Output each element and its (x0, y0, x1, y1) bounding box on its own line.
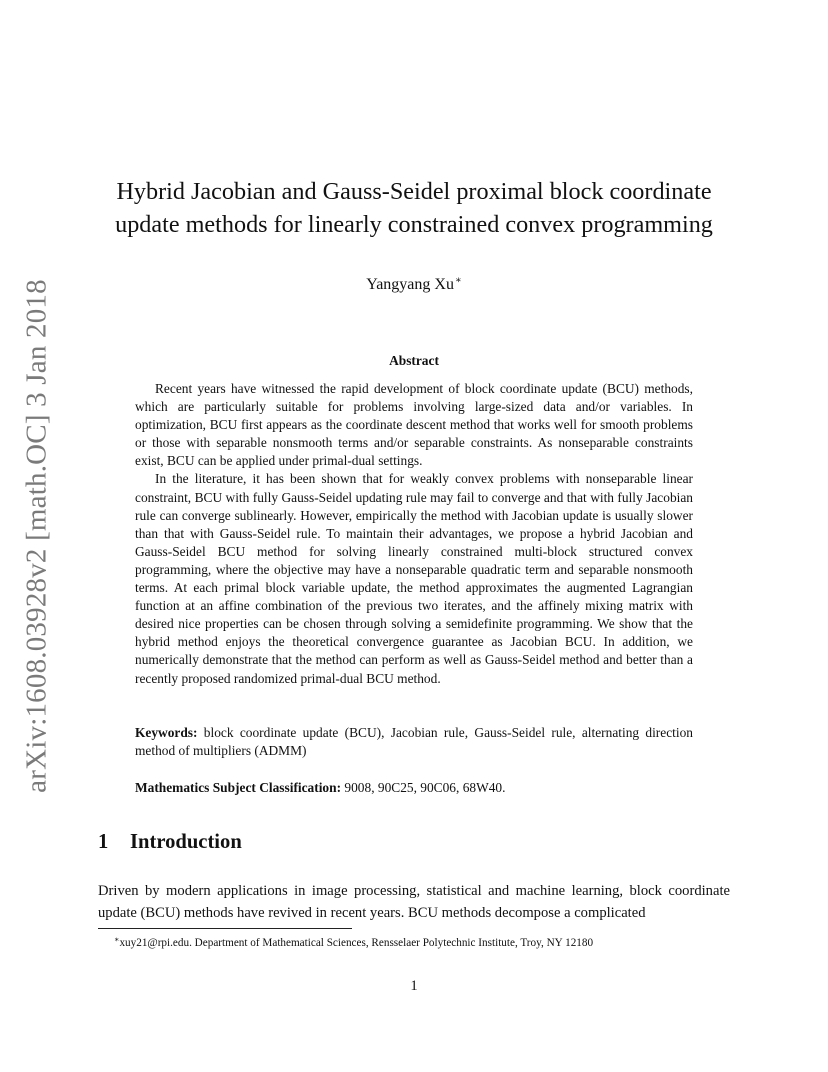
abstract-body (135, 380, 693, 688)
abstract-paragraph-2: In the literature, it has been shown that for weakly convex problems with nonseparable linear constraint, BCU with fully Gauss-Seidel updating rule may fail to converge and that with fully Jacobian rule can converge sublinearly. However, empirically the method with Jacobian update is usually slower than that with Gauss-Seidel rule. To maintain their advantages, we propose a hybrid Jacobian and Gauss-Seidel BCU method for solving linearly constrained multi-block structured convex programming, where the objective may have a nonseparable quadratic term and separable nonsmooth terms. At each primal block variable update, the method approximates the augmented Lagrangian function at an affine combination of the previous two iterates, and the affinely mixing matrix with desired nice properties can be chosen through solving a semidefinite programming. We show that the hybrid method enjoys the theoretical convergence guarantee as Jacobian BCU. In addition, we numerically demonstrate that the method can perform as well as Gauss-Seidel method and better than a recently proposed randomized primal-dual BCU method. (135, 471, 693, 686)
introduction-paragraph: Driven by modern applications in image processing, statistical and machine learning, block coordinate update (BCU) methods have revived in recent years. BCU methods decompose a complicated (98, 883, 730, 921)
msc-block (135, 779, 693, 797)
paper-title-line-2: update methods for linearly constrained convex programming (115, 211, 713, 238)
keywords-text: block coordinate update (BCU), Jacobian rule, Gauss-Seidel rule, alternating direction method of multipliers (ADMM) (135, 725, 693, 759)
section-number: 1 (98, 831, 109, 853)
abstract-heading: Abstract (389, 353, 439, 368)
paper-title (0, 175, 828, 241)
msc-text: 9008, 90C25, 90C06, 68W40. (344, 780, 506, 795)
page-number: 1 (410, 978, 418, 994)
footnote-divider (98, 928, 352, 929)
footnote-mark: ∗ (114, 935, 120, 944)
author-name: Yangyang Xu (366, 276, 454, 293)
section-heading-introduction (98, 831, 242, 854)
author-line (0, 271, 828, 295)
footnote (114, 933, 593, 950)
arxiv-identifier-watermark: arXiv:1608.03928v2 [math.OC] 3 Jan 2018 (20, 279, 53, 793)
footnote-text: xuy21@rpi.edu. Department of Mathematical Sciences, Rensselaer Polytechnic Institute, Troy, NY 12180 (119, 937, 594, 949)
keywords-label: Keywords: (135, 725, 198, 740)
msc-label: Mathematics Subject Classification: (135, 780, 342, 795)
section-title: Introduction (130, 831, 242, 853)
author-footnote-mark: ∗ (454, 275, 462, 286)
keywords-block (135, 724, 693, 760)
abstract-paragraph-1: Recent years have witnessed the rapid development of block coordinate update (BCU) methods, which are particularly suitable for problems involving large-sized data and/or variables. In optimization, BCU first appears as the coordinate descent method that works well for smooth problems or those with separable nonsmooth terms and/or separable constraints. As nonseparable constraints exist, BCU can be applied under primal-dual settings. (135, 381, 693, 469)
paper-title-line-1: Hybrid Jacobian and Gauss-Seidel proximal block coordinate (116, 178, 712, 205)
